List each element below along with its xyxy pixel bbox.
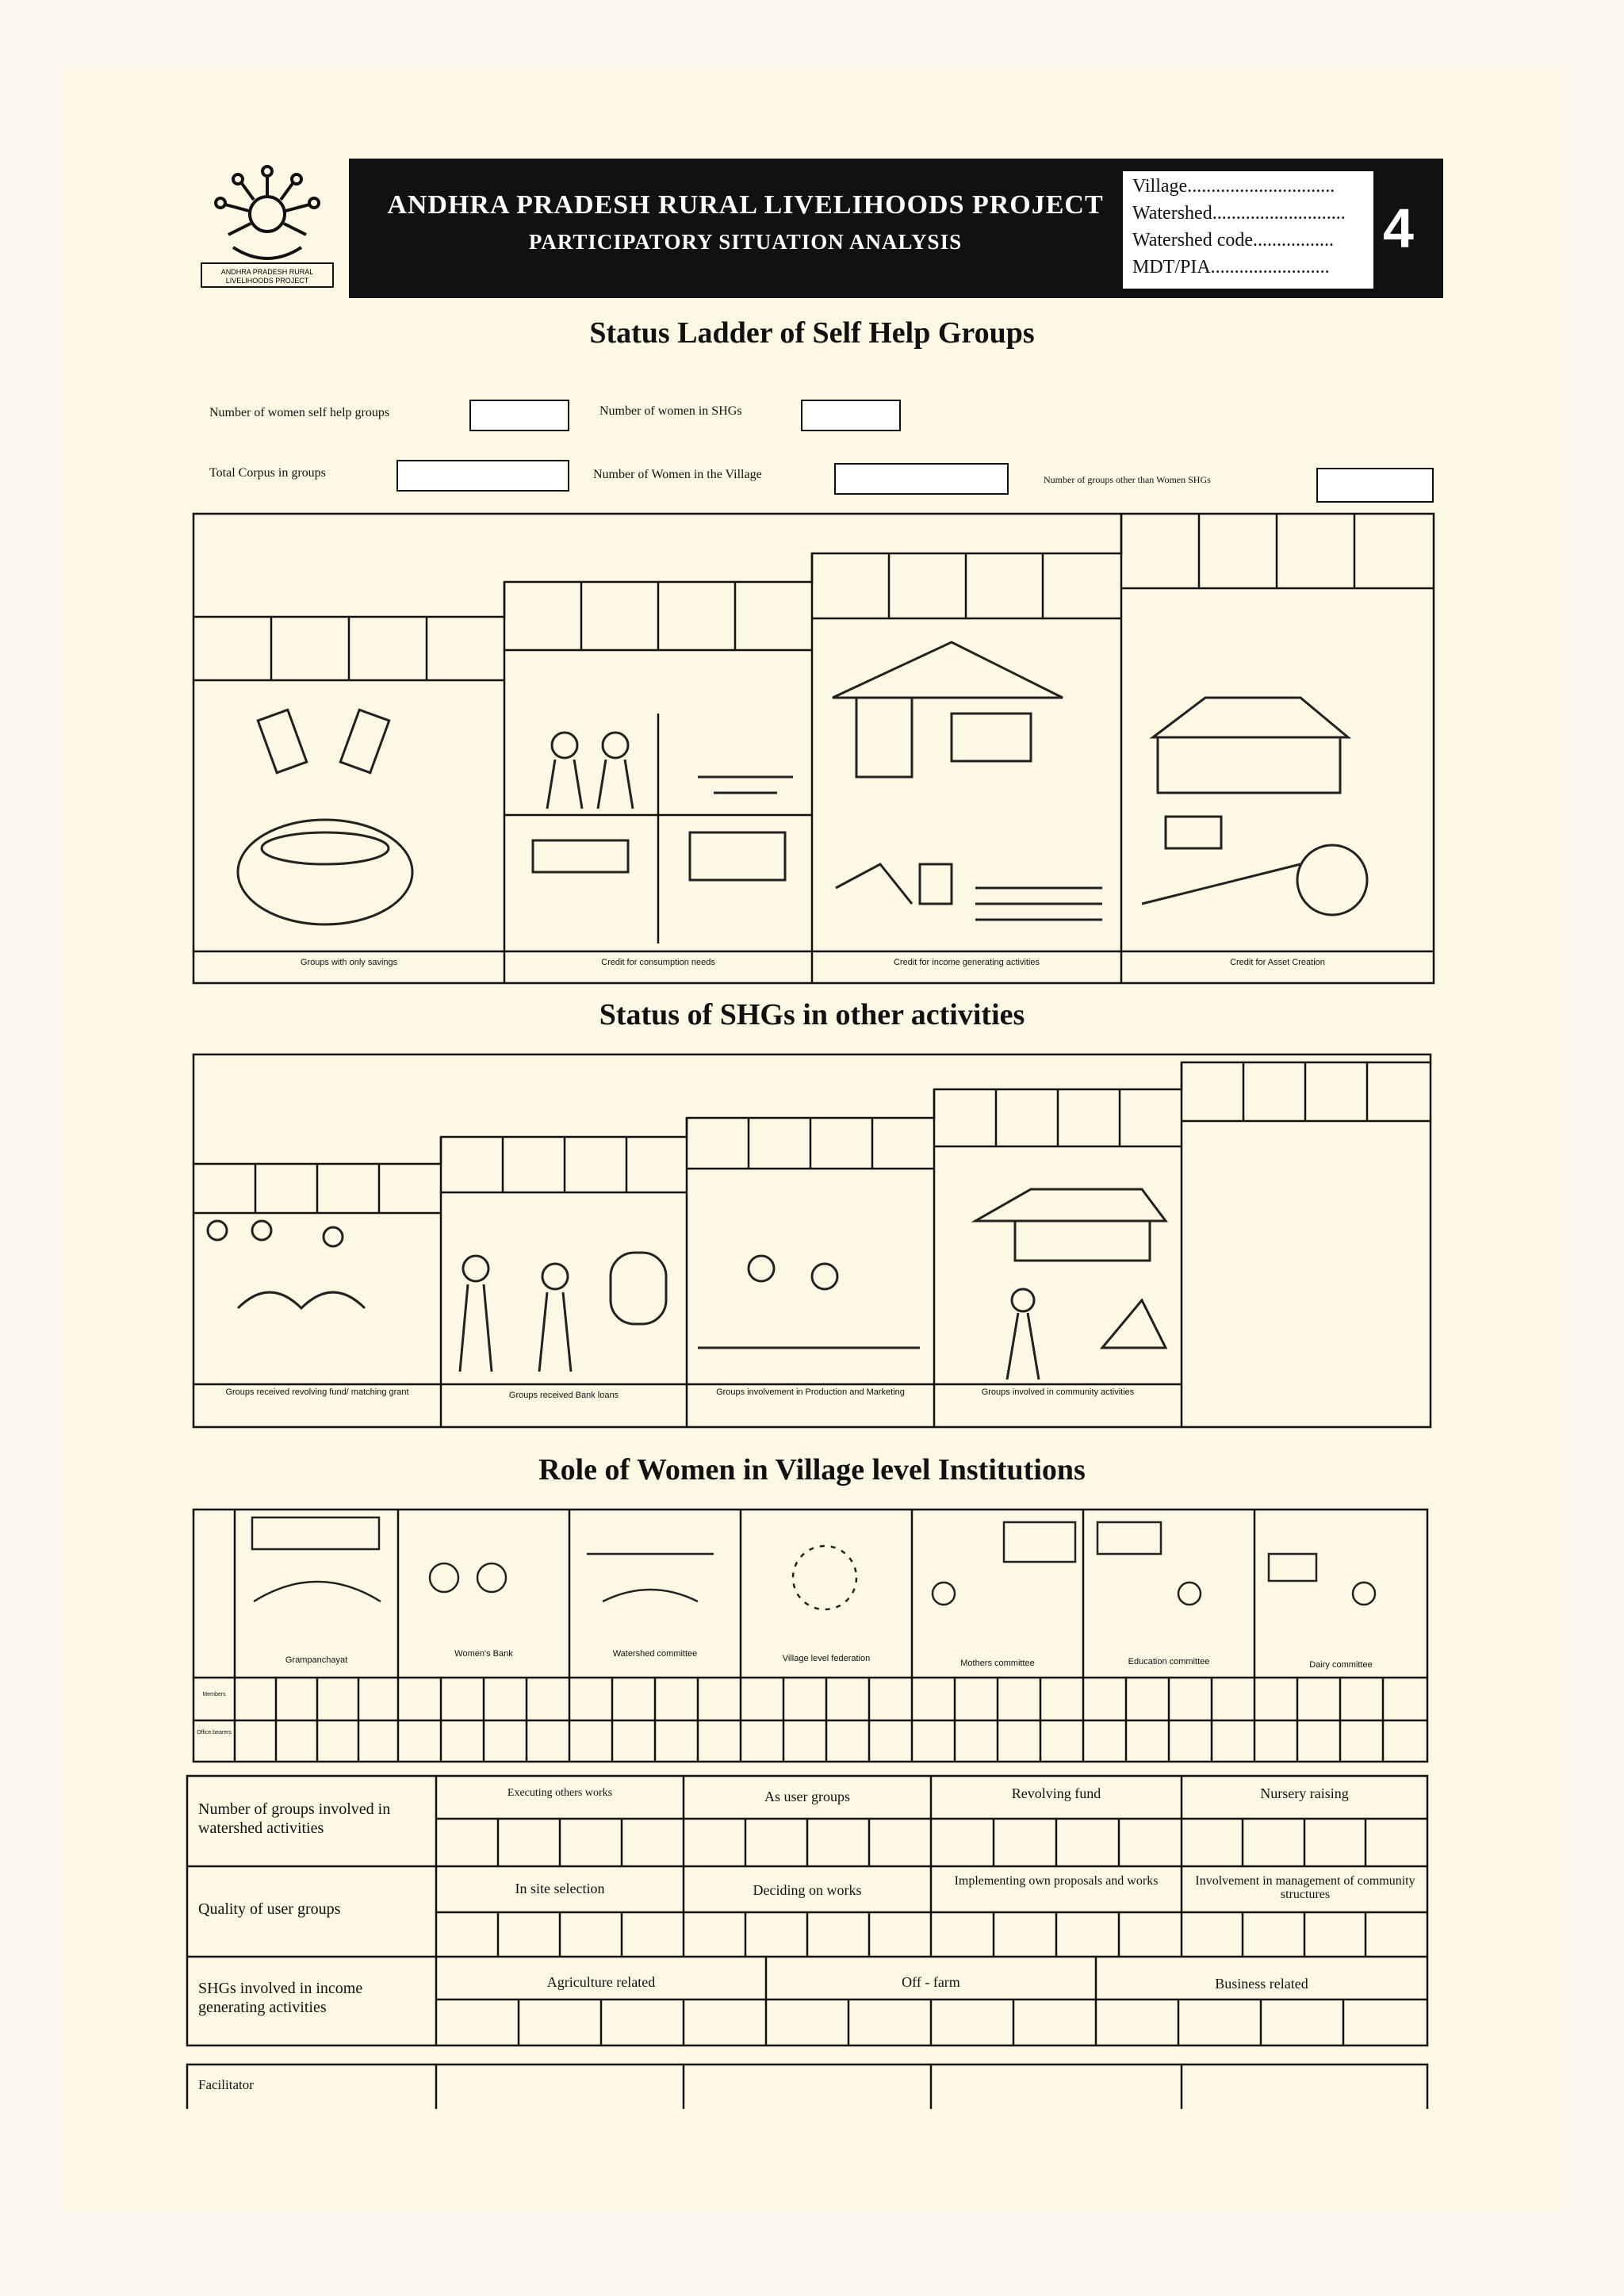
inst-womens-bank: Women's Bank <box>454 1649 513 1659</box>
header-management-structures: Involvement in management of community structures <box>1195 1874 1415 1901</box>
header-executing-works: Executing others works <box>507 1787 613 1799</box>
ladder-title: Status Ladder of Self Help Groups <box>589 316 1035 350</box>
header-implementing-proposals: Implementing own proposals and works <box>954 1874 1159 1888</box>
inst-watershed-committee: Watershed committee <box>612 1649 698 1659</box>
row-office-bearers-label: Office bearers <box>197 1730 232 1735</box>
project-subtitle: PARTICIPATORY SITUATION ANALYSIS <box>528 230 963 254</box>
ladder-step-savings-caption: Groups with only savings <box>300 958 398 967</box>
header-nursery-raising: Nursery raising <box>1260 1785 1349 1801</box>
watershed-groups-label: Number of groups involved in watershed activities <box>198 1800 391 1837</box>
ladder-step-consumption-caption: Credit for consumption needs <box>601 958 715 967</box>
header-deciding-works: Deciding on works <box>753 1882 862 1898</box>
inst-village-federation: Village level federation <box>782 1654 871 1663</box>
role-title: Role of Women in Village level Institutions <box>538 1453 1086 1487</box>
header-off-farm: Off - farm <box>902 1974 960 1990</box>
header-business-related: Business related <box>1215 1976 1308 1992</box>
row-members-label: Members <box>202 1692 226 1697</box>
mdt-pia-field[interactable]: MDT/PIA......................... <box>1132 257 1330 277</box>
header-user-groups: As user groups <box>764 1789 850 1804</box>
groups-count-label: Number of women self help groups <box>209 406 390 419</box>
corpus-label: Total Corpus in groups <box>209 466 326 480</box>
ladder-step-income-caption: Credit for income generating activities <box>893 958 1040 967</box>
inst-dairy-committee: Dairy committee <box>1309 1660 1373 1670</box>
other-groups-label: Number of groups other than Women SHGs <box>1044 474 1211 485</box>
inst-mothers-committee: Mothers committee <box>960 1659 1035 1668</box>
activity-bank-loans-caption: Groups received Bank loans <box>508 1391 619 1400</box>
form-number: 4 <box>1383 197 1414 259</box>
ladder-step-asset-caption: Credit for Asset Creation <box>1230 958 1325 967</box>
header-agriculture-related: Agriculture related <box>546 1974 656 1990</box>
user-groups-quality-label: Quality of user groups <box>198 1900 341 1918</box>
other-activities-title: Status of SHGs in other activities <box>599 998 1025 1031</box>
project-title: ANDHRA PRADESH RURAL LIVELIHOODS PROJECT <box>387 190 1104 220</box>
activity-revolving-fund-caption: Groups received revolving fund/ matching grant <box>225 1387 409 1397</box>
inst-grampanchayat: Grampanchayat <box>285 1655 348 1665</box>
watershed-field[interactable]: Watershed............................ <box>1132 203 1346 224</box>
header-site-selection: In site selection <box>515 1881 605 1896</box>
svg-text:LIVELIHOODS PROJECT: LIVELIHOODS PROJECT <box>225 277 309 285</box>
women-in-shgs-label: Number of women in SHGs <box>599 404 742 418</box>
facilitator-label: Facilitator <box>198 2077 254 2092</box>
activity-community-caption: Groups involved in community activities <box>981 1387 1135 1397</box>
inst-education-committee: Education committee <box>1128 1657 1210 1667</box>
activity-production-marketing-caption: Groups involvement in Production and Marketing <box>716 1387 905 1397</box>
income-activities-label: SHGs involved in income generating activities <box>198 1980 363 2016</box>
svg-text:ANDHRA PRADESH RURAL: ANDHRA PRADESH RURAL <box>220 268 314 276</box>
women-village-label: Number of Women in the Village <box>593 468 762 481</box>
watershed-code-field[interactable]: Watershed code................. <box>1132 230 1334 251</box>
header-revolving-fund: Revolving fund <box>1011 1785 1101 1801</box>
village-field[interactable]: Village............................... <box>1132 176 1335 197</box>
